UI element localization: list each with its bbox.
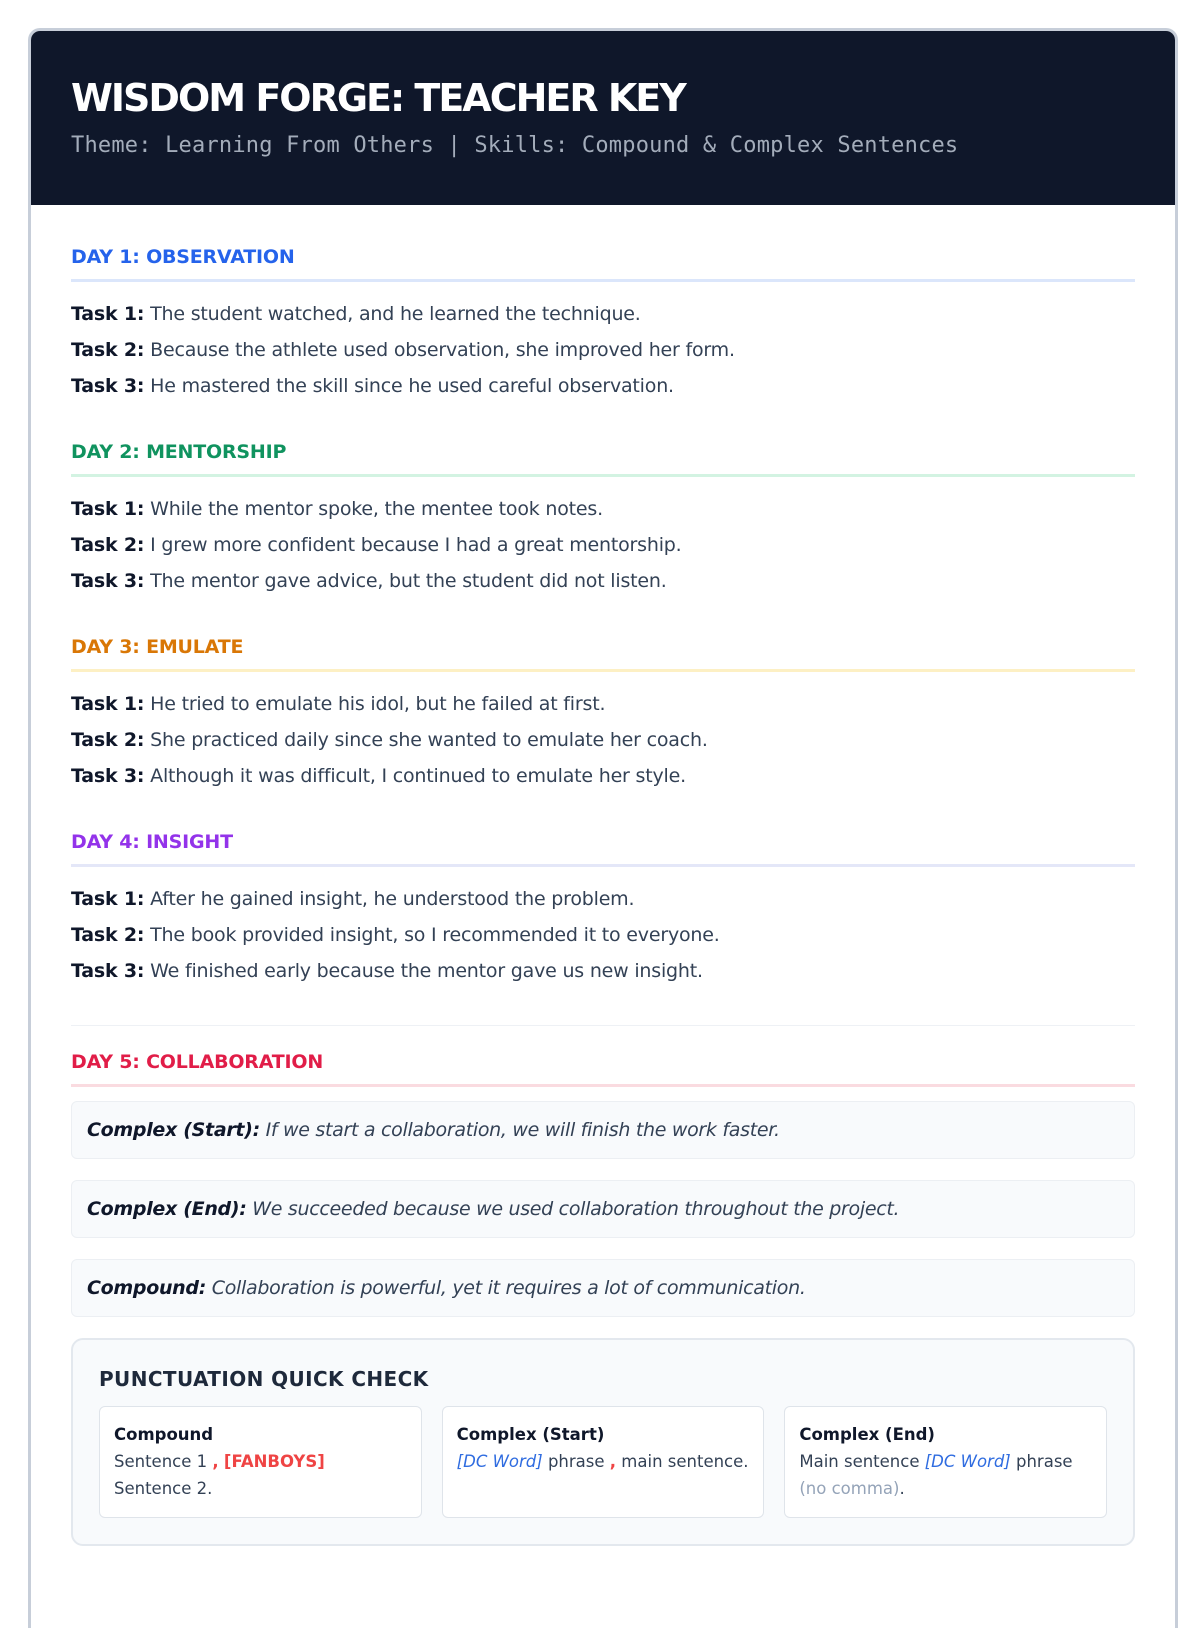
example-sentence: [71, 1101, 1135, 1159]
complex-end-box: [784, 1406, 1107, 1518]
example-label: Complex (End):: [87, 1198, 247, 1220]
day-2-section: [71, 440, 1135, 599]
complex-start-box: [442, 1406, 765, 1518]
complex-start-box-pattern: [457, 1448, 750, 1475]
task-text: He mastered the skill since he used careful observation.: [150, 375, 674, 397]
quick-check-title: PUNCTUATION QUICK CHECK: [99, 1367, 429, 1391]
day-1-section: [71, 245, 1135, 404]
task-text: After he gained insight, he understood the problem.: [150, 888, 635, 910]
task-label: Task 1:: [71, 303, 145, 325]
day-2-title: DAY 2: MENTORSHIP: [71, 440, 1135, 477]
compound-box-title: Compound: [114, 1425, 214, 1444]
day-5-title: DAY 5: COLLABORATION: [71, 1050, 1135, 1087]
compound-part2: Sentence 2.: [114, 1479, 213, 1498]
task-text: Although it was difficult, I continued to emulate her style.: [150, 765, 686, 787]
task-row: [71, 881, 1135, 917]
task-label: Task 1:: [71, 693, 145, 715]
compound-fanboys: [FANBOYS]: [223, 1452, 325, 1471]
task-row: [71, 491, 1135, 527]
complex-end-period: .: [899, 1479, 905, 1498]
task-label: Task 3:: [71, 765, 145, 787]
task-row: [71, 917, 1135, 953]
example-sentence: [71, 1259, 1135, 1317]
task-label: Task 3:: [71, 375, 145, 397]
task-row: [71, 686, 1135, 722]
header: [31, 31, 1175, 205]
task-row: [71, 953, 1135, 989]
days-list: [71, 245, 1135, 989]
task-label: Task 2:: [71, 924, 145, 946]
task-row: [71, 722, 1135, 758]
punctuation-quick-check: [71, 1338, 1135, 1546]
task-text: We finished early because the mentor gave us new insight.: [150, 960, 703, 982]
task-text: The book provided insight, so I recommended it to everyone.: [150, 924, 720, 946]
day-3-title: DAY 3: EMULATE: [71, 635, 1135, 672]
task-label: Task 3:: [71, 960, 145, 982]
task-text: Because the athlete used observation, she improved her form.: [150, 339, 735, 361]
complex-start-rest: main sentence.: [621, 1452, 749, 1471]
task-row: [71, 368, 1135, 404]
task-text: She practiced daily since she wanted to emulate her coach.: [150, 729, 708, 751]
task-label: Task 1:: [71, 888, 145, 910]
task-text: I grew more confident because I had a great mentorship.: [150, 534, 682, 556]
task-text: He tried to emulate his idol, but he failed at first.: [150, 693, 606, 715]
example-text: Collaboration is powerful, yet it requires a lot of communication.: [211, 1277, 806, 1299]
task-label: Task 3:: [71, 570, 145, 592]
task-label: Task 2:: [71, 729, 145, 751]
task-row: [71, 296, 1135, 332]
task-label: Task 1:: [71, 498, 145, 520]
task-row: [71, 758, 1135, 794]
page-subtitle: Theme: Learning From Others | Skills: Compound & Complex Sentences: [71, 133, 959, 158]
example-sentence: [71, 1180, 1135, 1238]
complex-end-phrase: phrase: [1016, 1452, 1073, 1471]
page-title: WISDOM FORGE: TEACHER KEY: [71, 76, 685, 120]
compound-box: [99, 1406, 422, 1518]
section-divider: [71, 1025, 1135, 1026]
task-row: [71, 332, 1135, 368]
quick-check-boxes: [99, 1406, 1107, 1518]
complex-end-main: Main sentence: [799, 1452, 920, 1471]
day-5-section: [71, 1050, 1135, 1317]
task-row: [71, 563, 1135, 599]
content: [31, 205, 1175, 1546]
compound-box-pattern: [114, 1448, 407, 1502]
example-text: If we start a collaboration, we will finish the work faster.: [265, 1119, 780, 1141]
complex-start-comma: ,: [609, 1452, 617, 1471]
day-1-title: DAY 1: OBSERVATION: [71, 245, 1135, 282]
complex-end-dc-word: [DC Word]: [924, 1452, 1011, 1471]
day-4-title: DAY 4: INSIGHT: [71, 830, 1135, 867]
task-text: While the mentor spoke, the mentee took notes.: [150, 498, 603, 520]
example-label: Complex (Start):: [87, 1119, 260, 1141]
task-text: The mentor gave advice, but the student did not listen.: [150, 570, 667, 592]
task-text: The student watched, and he learned the technique.: [150, 303, 641, 325]
day-3-section: [71, 635, 1135, 794]
day-4-section: [71, 830, 1135, 989]
complex-start-phrase: phrase: [547, 1452, 605, 1471]
day-5-examples: [71, 1101, 1135, 1317]
complex-start-box-title: Complex (Start): [456, 1425, 605, 1444]
task-row: [71, 527, 1135, 563]
example-text: We succeeded because we used collaboration throughout the project.: [252, 1198, 900, 1220]
task-label: Task 2:: [71, 534, 145, 556]
example-label: Compound:: [87, 1277, 207, 1299]
teacher-key-card: [28, 28, 1178, 1628]
compound-part1: Sentence 1: [114, 1452, 208, 1471]
complex-end-box-title: Complex (End): [799, 1425, 935, 1444]
compound-comma: ,: [212, 1452, 219, 1471]
complex-end-no-comma: (no comma): [799, 1479, 900, 1498]
complex-start-dc-word: [DC Word]: [456, 1452, 543, 1471]
complex-end-box-pattern: [799, 1448, 1092, 1502]
task-label: Task 2:: [71, 339, 145, 361]
